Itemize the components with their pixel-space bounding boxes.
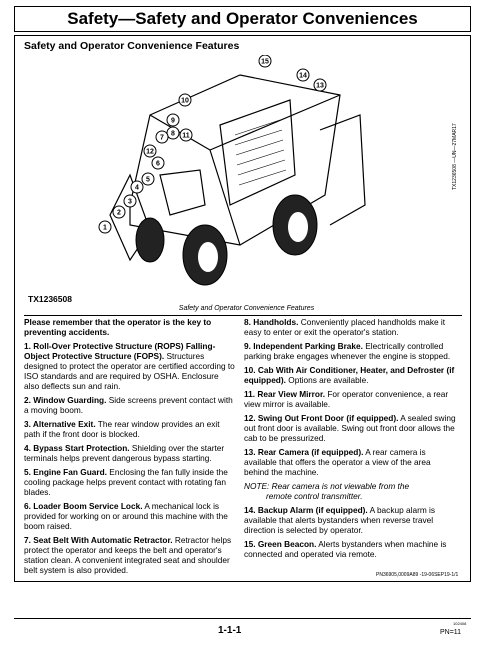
list-item: 5. Engine Fan Guard. Enclosing the fan fully inside the cooling package helps prevent contact with rotating fan blades. xyxy=(24,467,228,497)
list-item: 1. Roll-Over Protective Structure (ROPS) Falling-Object Protective Structure (FOPS). Structures designed to protect the operator are certified according to ISO standards and are required by OSHA. Enclosure also deflects sun and rain. xyxy=(24,341,235,391)
section-title: Safety and Operator Convenience Features xyxy=(24,40,240,52)
svg-text:5: 5 xyxy=(146,176,150,184)
page-number: 1-1-1 xyxy=(218,625,242,636)
list-item: 4. Bypass Start Protection. Shielding over the starter terminals helps prevent dangerous bypass starting. xyxy=(24,443,225,463)
svg-text:10: 10 xyxy=(181,97,189,105)
svg-text:2: 2 xyxy=(117,209,121,217)
footer-divider xyxy=(14,618,471,619)
svg-text:13: 13 xyxy=(316,82,324,90)
svg-text:6: 6 xyxy=(156,160,160,168)
document-reference: PN36905,0009A89 -19-06SEP19-1/1 xyxy=(376,572,459,578)
svg-text:11: 11 xyxy=(182,132,190,140)
figure-side-code: TX1236508 —UN—27MAR17 xyxy=(452,123,458,190)
pn-label: PN=11 xyxy=(440,629,462,636)
figure-caption: Safety and Operator Convenience Features xyxy=(178,305,315,312)
svg-text:12: 12 xyxy=(146,148,154,156)
page-title: Safety—Safety and Operator Conveniences xyxy=(14,6,471,32)
list-item: 12. Swing Out Front Door (if equipped). A sealed swing out front door is available. Swing out front door allows the cab to be pressurized. xyxy=(244,413,456,443)
svg-text:15: 15 xyxy=(261,58,269,66)
footer-code: 102408 xyxy=(453,621,467,626)
svg-text:3: 3 xyxy=(128,198,132,206)
left-column xyxy=(24,317,236,579)
intro-text: Please remember that the operator is the key to preventing accidents. xyxy=(24,317,212,337)
svg-text:7: 7 xyxy=(160,134,164,142)
list-item: 9. Independent Parking Brake. Electrically controlled parking brake engages whenever the engine is stopped. xyxy=(244,341,451,361)
svg-text:1: 1 xyxy=(103,224,107,232)
list-item: 3. Alternative Exit. The rear window provides an exit path if the front door is blocked. xyxy=(24,419,220,439)
list-item: 14. Backup Alarm (if equipped). A backup alarm is available that alerts bystanders when reverse travel direction is selected by operator. xyxy=(244,505,436,535)
list-item: 10. Cab With Air Conditioner, Heater, and Defroster (if equipped). Options are available. xyxy=(244,365,455,385)
list-item: 8. Handholds. Conveniently placed handholds make it easy to enter or exit the operator's station. xyxy=(244,317,446,337)
list-item: 2. Window Guarding. Side screens prevent contact with a moving boom. xyxy=(24,395,233,415)
caption-divider xyxy=(24,315,462,316)
svg-text:8: 8 xyxy=(171,130,175,138)
list-item: 6. Loader Boom Service Lock. A mechanical lock is provided for working on or around this machine with the boom raised. xyxy=(24,501,228,531)
list-item: 15. Green Beacon. Alerts bystanders when machine is connected and operated via remote. xyxy=(244,539,447,559)
figure-code: TX1236508 xyxy=(28,294,72,304)
svg-text:9: 9 xyxy=(171,117,175,125)
skid-steer-illustration xyxy=(90,55,390,295)
note: NOTE: Rear camera is not viewable from the remote control transmitter. xyxy=(244,481,410,501)
list-item: 11. Rear View Mirror. For operator convenience, a rear view mirror is available. xyxy=(244,389,449,409)
right-column xyxy=(244,317,456,563)
svg-text:4: 4 xyxy=(135,184,139,192)
list-item: 13. Rear Camera (if equipped). A rear camera is available that offers the operator a view of the area behind the machine. xyxy=(244,447,431,477)
list-item: 7. Seat Belt With Automatic Retractor. Retractor helps protect the operator and keeps the belt and operator's station clean. A convenient integrated seat and shoulder belt system is also provided. xyxy=(24,535,232,575)
svg-text:14: 14 xyxy=(299,72,307,80)
